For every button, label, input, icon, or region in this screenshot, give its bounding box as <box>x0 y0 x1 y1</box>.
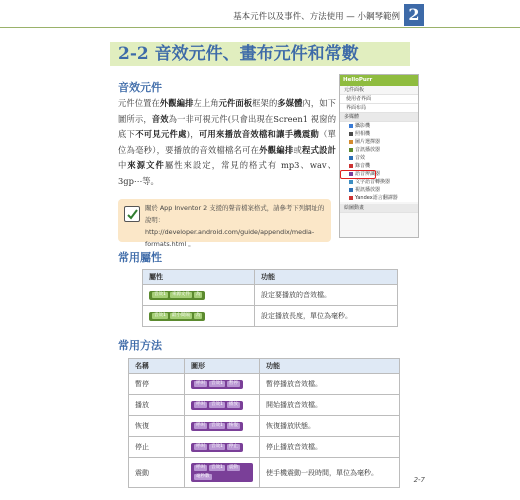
props-header-property: 屬性 <box>143 270 255 285</box>
method-description: 開始播放音效檔。 <box>260 395 400 416</box>
panel-item[interactable]: 視訊播放器 <box>340 186 418 194</box>
component-icon <box>349 156 353 160</box>
method-description: 停止播放音效檔。 <box>260 437 400 458</box>
subsection-title-sound: 音效元件 <box>118 81 162 94</box>
body-paragraph: 元件位置在外觀編排左上角元件面板框架的多媒體內，如下圖所示，音效為一非可視元件(只會出現在Screen1 視窗的底下不可見元件處)，可用來播放音效檔和讓手機震動（單位為毫秒），要播放的音效檔檔名可在外觀編排或程式設計中來源文件屬性來設定，常見的格式有 mp3、wav、3gp⋯等。 <box>118 98 336 186</box>
page-number: 2-7 <box>413 476 425 484</box>
methods-title: 常用方法 <box>118 339 162 352</box>
table-row <box>129 374 400 395</box>
method-name: 播放 <box>129 395 185 416</box>
panel-item[interactable]: 圖片選擇器 <box>340 138 418 146</box>
method-name: 暫停 <box>129 374 185 395</box>
component-icon <box>349 196 353 200</box>
component-icon <box>349 180 353 184</box>
table-row <box>129 416 400 437</box>
panel-item[interactable]: 語音辨識器 <box>340 170 418 178</box>
chapter-badge: 2 <box>404 4 424 26</box>
method-description: 暫停播放音效檔。 <box>260 374 400 395</box>
table-row <box>143 285 398 306</box>
method-name: 停止 <box>129 437 185 458</box>
property-description: 設定要播放的音效檔。 <box>255 285 398 306</box>
panel-title: HelloPurr <box>340 75 418 86</box>
component-icon <box>349 148 353 152</box>
section-title: 2-2 音效元件、畫布元件和常數 <box>118 44 359 64</box>
panel-item[interactable]: 音訊播放器 <box>340 146 418 154</box>
table-row <box>129 458 400 488</box>
code-block: 呼叫 音效1 暫停 <box>191 380 243 389</box>
panel-group-drawing[interactable]: 絵圖動畫 <box>340 204 418 213</box>
table-row <box>129 437 400 458</box>
sound-highlight <box>340 170 376 179</box>
methods-header-function: 功能 <box>260 359 400 374</box>
code-block: 音效1 最小間隔 為 <box>149 312 205 321</box>
panel-item[interactable]: Yandex語言翻譯器 <box>340 194 418 202</box>
method-name: 恢復 <box>129 416 185 437</box>
panel-row[interactable]: 使用者界面 <box>340 95 418 104</box>
table-row <box>143 306 398 327</box>
table-row <box>129 395 400 416</box>
component-icon <box>349 140 353 144</box>
code-block: 呼叫 音效1 恢復 <box>191 422 243 431</box>
props-table <box>142 269 398 327</box>
method-description: 恢復播放狀態。 <box>260 416 400 437</box>
note-text: 關於 App Inventor 2 支援的聲音檔案格式，請參考下列網址的說明：http://developer.android.com/guide/appendix/media-formats.html 。 <box>145 204 325 248</box>
component-icon <box>349 188 353 192</box>
component-icon <box>349 124 353 128</box>
methods-header-shape: 圖形 <box>185 359 260 374</box>
panel-group-multimedia[interactable]: 多媒體 <box>340 113 418 122</box>
method-name: 震動 <box>129 458 185 488</box>
methods-table <box>128 358 400 488</box>
props-title: 常用屬性 <box>118 251 162 264</box>
props-header-function: 功能 <box>255 270 398 285</box>
panel-row[interactable]: 元件面板 <box>340 86 418 95</box>
panel-row[interactable]: 界面布局 <box>340 104 418 113</box>
note-check-icon <box>124 206 140 222</box>
methods-header-name: 名稱 <box>129 359 185 374</box>
method-description: 使手機震動一段時間，單位為毫秒。 <box>260 458 400 488</box>
code-block: 音效1 來源文件 為 <box>149 291 205 300</box>
running-title: 基本元件以及事件、方法使用 — 小鋼琴範例 <box>233 12 400 22</box>
panel-item[interactable]: 錄音機 <box>340 162 418 170</box>
code-block: 呼叫 音效1 播放 <box>191 401 243 410</box>
code-block: 呼叫 音效1 停止 <box>191 443 243 452</box>
component-icon <box>349 164 353 168</box>
component-icon <box>349 132 353 136</box>
panel-item[interactable]: 攝影機 <box>340 122 418 130</box>
code-block: 呼叫 音效1 震動毫秒數 <box>191 463 253 482</box>
property-description: 設定播放長度，單位為毫秒。 <box>255 306 398 327</box>
panel-item[interactable]: 照相機 <box>340 130 418 138</box>
panel-item[interactable]: 音效 <box>340 154 418 162</box>
panel-item[interactable]: 文字語音轉換器 <box>340 178 418 186</box>
palette-panel <box>339 74 419 238</box>
